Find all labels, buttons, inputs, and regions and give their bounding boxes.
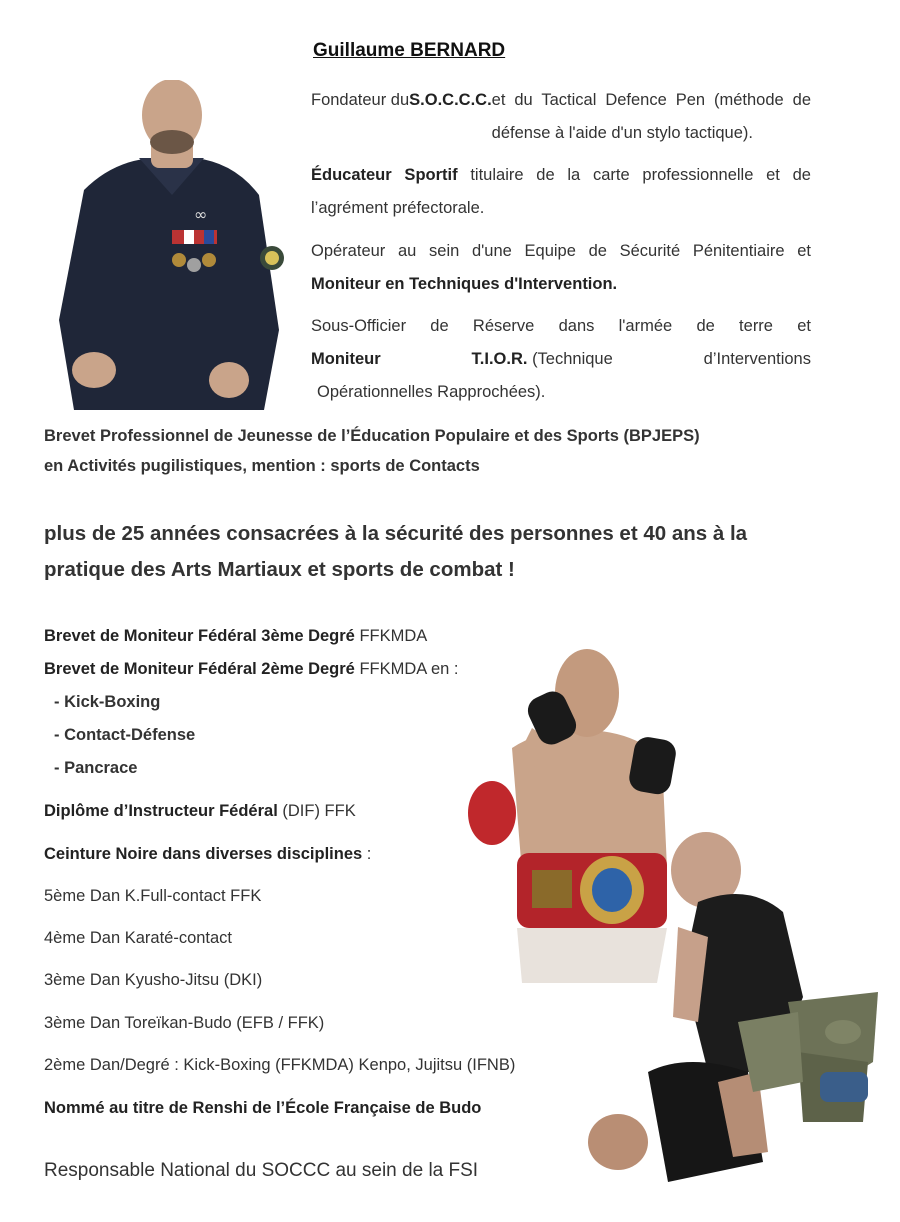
dan-item: 4ème Dan Karaté-contact [44, 929, 233, 947]
footer-responsable: Responsable National du SOCCC au sein de la FSI [44, 1160, 479, 1181]
bpjeps-diploma: Brevet Professionnel de Jeunesse de l’Éducation Populaire et des Sports (BPJEPS) en Activités pugilistiques, mention : sports de Contacts [44, 427, 700, 475]
page-title: Guillaume BERNARD [313, 40, 506, 61]
svg-text:∞: ∞ [194, 205, 208, 224]
qual-moniteur-2: Brevet de Moniteur Fédéral 2ème Degré FFKMDA en : [44, 660, 459, 678]
dan-item: 3ème Dan Toreïkan-Budo (EFB / FFK) [44, 1014, 325, 1032]
dan-item: 2ème Dan/Degré : Kick-Boxing (FFKMDA) Kenpo, Jujitsu (IFNB) [44, 1056, 516, 1074]
grappling-photo [588, 822, 884, 1194]
discipline-item: - Kick-Boxing [54, 693, 161, 711]
bio-paragraph-operator: Opérateur au sein d'une Equipe de Sécurité Pénitentiaire et Moniteur en Techniques d'Intervention. [311, 242, 811, 293]
bio-paragraph-reserve: Sous-Officier de Réserve dans l'armée de terre et Moniteur T.I.O.R. (Technique d’Interventions Opérationnelles Rapprochées). [311, 317, 811, 401]
qual-renshi: Nommé au titre de Renshi de l’École Française de Budo [44, 1099, 482, 1117]
bio-paragraph-educator: Éducateur Sportif titulaire de la carte professionnelle et de l’agrément préfectorale. [311, 166, 811, 217]
experience-headline: plus de 25 années consacrées à la sécurité des personnes et 40 ans à la pratique des Arts Martiaux et sports de combat ! [44, 522, 748, 581]
discipline-item: - Contact-Défense [54, 726, 196, 744]
dan-item: 3ème Dan Kyusho-Jitsu (DKI) [44, 971, 263, 989]
qual-moniteur-3: Brevet de Moniteur Fédéral 3ème Degré FFKMDA [44, 627, 428, 645]
discipline-item: - Pancrace [54, 759, 138, 777]
qual-instructeur: Diplôme d’Instructeur Fédéral (DIF) FFK [44, 802, 356, 820]
portrait-photo [54, 80, 290, 410]
qual-ceinture-noire: Ceinture Noire dans diverses disciplines : [44, 845, 372, 863]
dan-item: 5ème Dan K.Full-contact FFK [44, 887, 262, 905]
bio-paragraph-founder: Fondateur du S.O.C.C.C. et du Tactical Defence Pen (méthode de défense à l'aide d'un stylo tactique). [311, 91, 811, 142]
